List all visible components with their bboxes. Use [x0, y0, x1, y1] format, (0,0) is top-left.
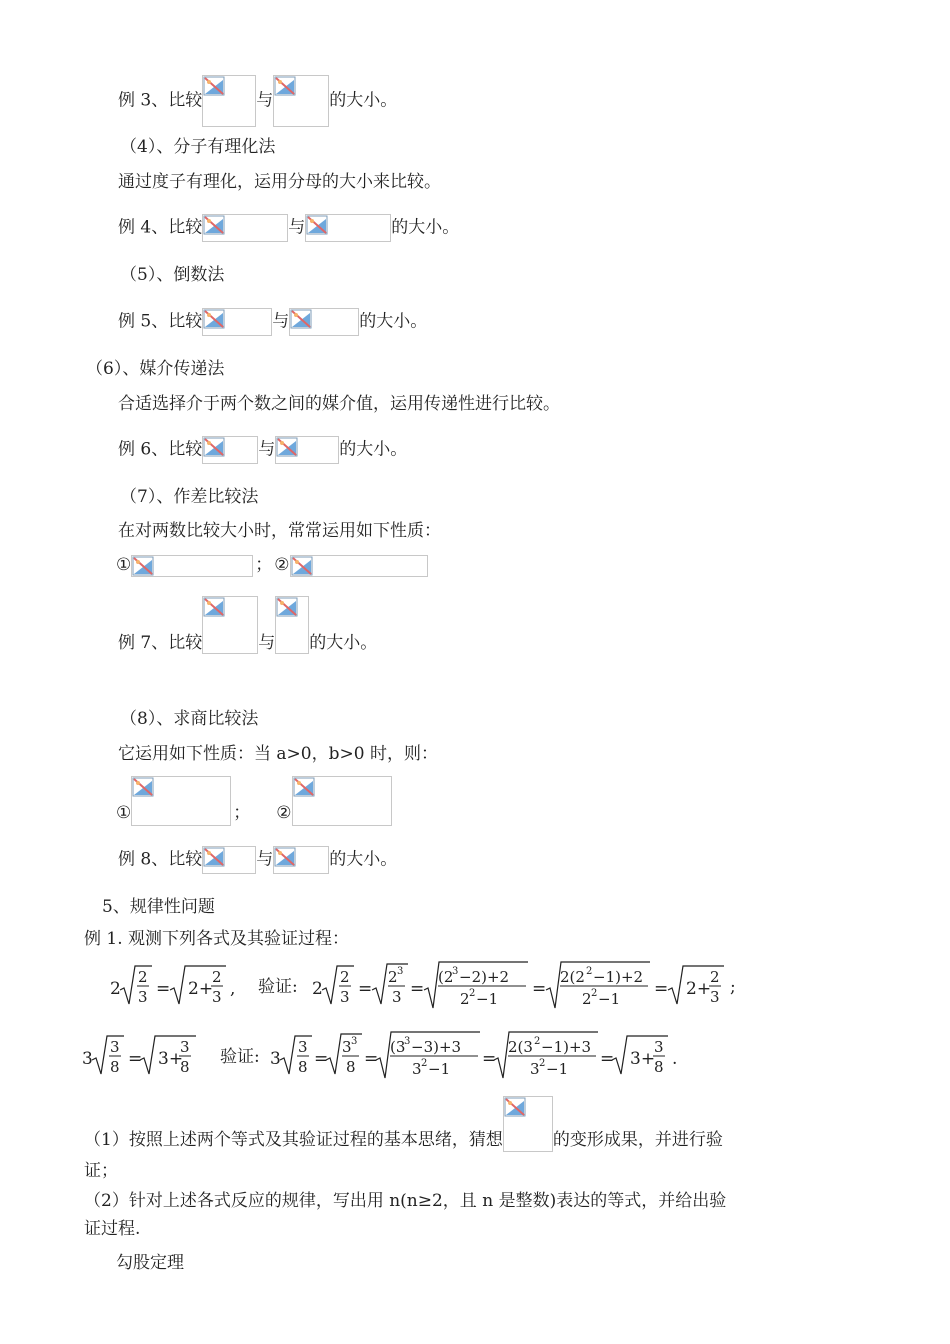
svg-text:3: 3	[392, 988, 402, 1006]
svg-text:3: 3	[212, 988, 222, 1006]
svg-text:2: 2	[312, 979, 323, 999]
method-5-title: （5）、倒数法	[120, 265, 225, 285]
formula-row-2	[80, 1028, 700, 1086]
svg-text:2: 2	[340, 968, 350, 986]
svg-text:(2: (2	[438, 968, 454, 986]
suffix-text: 的大小。	[309, 632, 378, 653]
svg-text:3: 3	[397, 966, 404, 977]
example-5-label: 例 5、比较	[118, 311, 203, 332]
svg-text:2+: 2+	[686, 979, 712, 999]
formula-image-placeholder	[202, 596, 258, 654]
svg-text:=: =	[410, 979, 425, 999]
svg-text:2: 2	[421, 1058, 428, 1069]
broken-image-icon	[132, 556, 154, 576]
example-3-label: 例 3、比较	[118, 90, 203, 111]
broken-image-icon	[276, 597, 298, 617]
svg-text:(3: (3	[390, 1038, 406, 1056]
svg-text:8: 8	[180, 1058, 190, 1076]
svg-text:−3)+3: −3)+3	[411, 1038, 462, 1056]
svg-text:2: 2	[469, 988, 476, 999]
svg-text:=: =	[358, 979, 373, 999]
svg-text:3: 3	[710, 988, 720, 1006]
question-2-line: （2）针对上述各式反应的规律，写出用 n(n≥2，且 n 是整数)表达的等式，并给出验	[84, 1191, 727, 1211]
svg-text:−1: −1	[428, 1060, 451, 1078]
example-7-label: 例 7、比较	[118, 632, 203, 653]
formula-image-placeholder	[202, 436, 258, 464]
svg-text:;: ;	[730, 977, 736, 997]
svg-text:2: 2	[710, 968, 720, 986]
verify-label: 验证:	[220, 1047, 260, 1067]
svg-text:=: =	[156, 979, 171, 999]
svg-text:2: 2	[110, 979, 121, 999]
broken-image-icon	[306, 215, 328, 235]
example-4-label: 例 4、比较	[118, 217, 203, 238]
broken-image-icon	[203, 847, 225, 867]
separator-text: ；	[255, 555, 273, 575]
svg-text:2(3: 2(3	[508, 1038, 533, 1056]
method-8-properties	[116, 776, 392, 826]
suffix-text: 的大小。	[339, 439, 408, 460]
broken-image-icon	[504, 1097, 526, 1117]
svg-text:−2)+2: −2)+2	[459, 968, 510, 986]
svg-text:,: ,	[230, 979, 236, 999]
example-4-line	[118, 214, 459, 242]
method-6-title: （6）、媒介传递法	[86, 359, 225, 379]
method-6-desc: 合适选择介于两个数之间的媒介值，运用传递性进行比较。	[118, 394, 560, 414]
suffix-text: 的大小。	[329, 849, 398, 870]
question-2-end: 证过程.	[84, 1219, 141, 1239]
separator-text: ；	[233, 802, 251, 823]
svg-text:3: 3	[452, 966, 459, 977]
svg-text:.: .	[672, 1049, 678, 1069]
formula-row-1	[108, 958, 748, 1016]
formula-image-placeholder	[273, 75, 329, 127]
property-marker: ②	[276, 802, 292, 823]
svg-text:3: 3	[340, 988, 350, 1006]
svg-text:2: 2	[539, 1058, 546, 1069]
formula-image-placeholder	[305, 214, 391, 242]
broken-image-icon	[274, 76, 296, 96]
connector-text: 与	[288, 217, 306, 238]
svg-text:2: 2	[582, 990, 592, 1008]
property-marker: ①	[116, 802, 132, 823]
svg-text:3: 3	[654, 1038, 664, 1056]
broken-image-icon	[203, 597, 225, 617]
example-6-label: 例 6、比较	[118, 439, 203, 460]
svg-text:=: =	[600, 1049, 615, 1069]
svg-text:3+: 3+	[630, 1049, 656, 1069]
question-1-end: 证；	[84, 1161, 118, 1181]
section-pythagorean-title: 勾股定理	[116, 1253, 184, 1273]
svg-text:−1)+2: −1)+2	[593, 968, 644, 986]
svg-text:3: 3	[404, 1036, 411, 1047]
formula-image-placeholder	[131, 555, 253, 577]
suffix-text: 的大小。	[329, 90, 398, 111]
section-5-title: 5、规律性问题	[102, 897, 215, 917]
formula-image-placeholder	[292, 776, 392, 826]
broken-image-icon	[293, 777, 315, 797]
connector-text: 与	[256, 849, 274, 870]
broken-image-icon	[274, 847, 296, 867]
broken-image-icon	[203, 309, 225, 329]
method-7-title: （7）、作差比较法	[120, 487, 259, 507]
broken-image-icon	[203, 215, 225, 235]
example-7-line	[118, 596, 377, 654]
broken-image-icon	[290, 309, 312, 329]
svg-text:3: 3	[82, 1049, 93, 1069]
svg-text:3: 3	[342, 1038, 352, 1056]
svg-text:−1)+3: −1)+3	[541, 1038, 592, 1056]
svg-text:2: 2	[534, 1036, 541, 1047]
connector-text: 与	[258, 632, 276, 653]
svg-text:2: 2	[591, 988, 598, 999]
svg-text:=: =	[482, 1049, 497, 1069]
broken-image-icon	[291, 556, 313, 576]
broken-image-icon	[203, 76, 225, 96]
svg-text:8: 8	[346, 1058, 356, 1076]
connector-text: 与	[272, 311, 290, 332]
connector-text: 与	[256, 90, 274, 111]
svg-text:2: 2	[388, 968, 398, 986]
broken-image-icon	[276, 437, 298, 457]
method-8-desc: 它运用如下性质：当 a>0，b>0 时，则：	[118, 744, 438, 764]
svg-text:3: 3	[110, 1038, 120, 1056]
svg-text:3: 3	[530, 1060, 540, 1078]
broken-image-icon	[132, 777, 154, 797]
formula-image-placeholder	[290, 555, 428, 577]
broken-image-icon	[203, 437, 225, 457]
svg-text:2: 2	[138, 968, 148, 986]
example-8-line	[118, 846, 397, 874]
formula-image-placeholder	[202, 75, 256, 127]
formula-image-placeholder	[503, 1096, 553, 1152]
svg-text:8: 8	[298, 1058, 308, 1076]
method-4-desc: 通过度子有理化，运用分母的大小来比较。	[118, 172, 441, 192]
svg-text:3+: 3+	[158, 1049, 184, 1069]
svg-text:8: 8	[654, 1058, 664, 1076]
svg-text:2: 2	[212, 968, 222, 986]
formula-image-placeholder	[275, 596, 309, 654]
svg-text:−1: −1	[546, 1060, 569, 1078]
example-1-title: 例 1. 观测下列各式及其验证过程：	[84, 929, 350, 949]
svg-text:−1: −1	[598, 990, 621, 1008]
svg-text:3: 3	[412, 1060, 422, 1078]
formula-image-placeholder	[275, 436, 339, 464]
svg-text:3: 3	[351, 1036, 358, 1047]
svg-text:8: 8	[110, 1058, 120, 1076]
property-marker: ①	[116, 555, 132, 575]
formula-image-placeholder	[202, 846, 256, 874]
formula-image-placeholder	[131, 776, 231, 826]
svg-text:2: 2	[586, 966, 593, 977]
question-1-text-cont: 的变形成果，并进行验	[552, 1129, 723, 1150]
svg-text:2: 2	[460, 990, 470, 1008]
svg-text:=: =	[314, 1049, 329, 1069]
method-7-properties	[116, 554, 428, 577]
connector-text: 与	[258, 439, 276, 460]
question-1-text: （1）按照上述两个等式及其验证过程的基本思绪，猜想	[84, 1129, 503, 1150]
example-5-line	[118, 308, 427, 336]
formula-image-placeholder	[289, 308, 359, 336]
svg-text:=: =	[364, 1049, 379, 1069]
svg-text:=: =	[128, 1049, 143, 1069]
formula-image-placeholder	[202, 308, 272, 336]
svg-text:=: =	[654, 979, 669, 999]
property-marker: ②	[274, 555, 290, 575]
suffix-text: 的大小。	[359, 311, 428, 332]
example-8-label: 例 8、比较	[118, 849, 203, 870]
svg-text:=: =	[532, 979, 547, 999]
svg-text:3: 3	[180, 1038, 190, 1056]
formula-image-placeholder	[273, 846, 329, 874]
example-6-line	[118, 436, 407, 464]
svg-text:−1: −1	[476, 990, 499, 1008]
suffix-text: 的大小。	[391, 217, 460, 238]
verify-label: 验证:	[258, 977, 298, 997]
method-4-title: （4）、分子有理化法	[120, 137, 276, 157]
svg-text:2(2: 2(2	[560, 968, 585, 986]
method-7-desc: 在对两数比较大小时，常常运用如下性质：	[118, 521, 441, 541]
svg-text:3: 3	[298, 1038, 308, 1056]
example-3-line	[118, 75, 397, 127]
svg-text:3: 3	[138, 988, 148, 1006]
svg-text:2+: 2+	[188, 979, 214, 999]
method-8-title: （8）、求商比较法	[120, 709, 259, 729]
formula-image-placeholder	[202, 214, 288, 242]
question-1-line	[84, 1096, 723, 1152]
svg-text:3: 3	[270, 1049, 281, 1069]
